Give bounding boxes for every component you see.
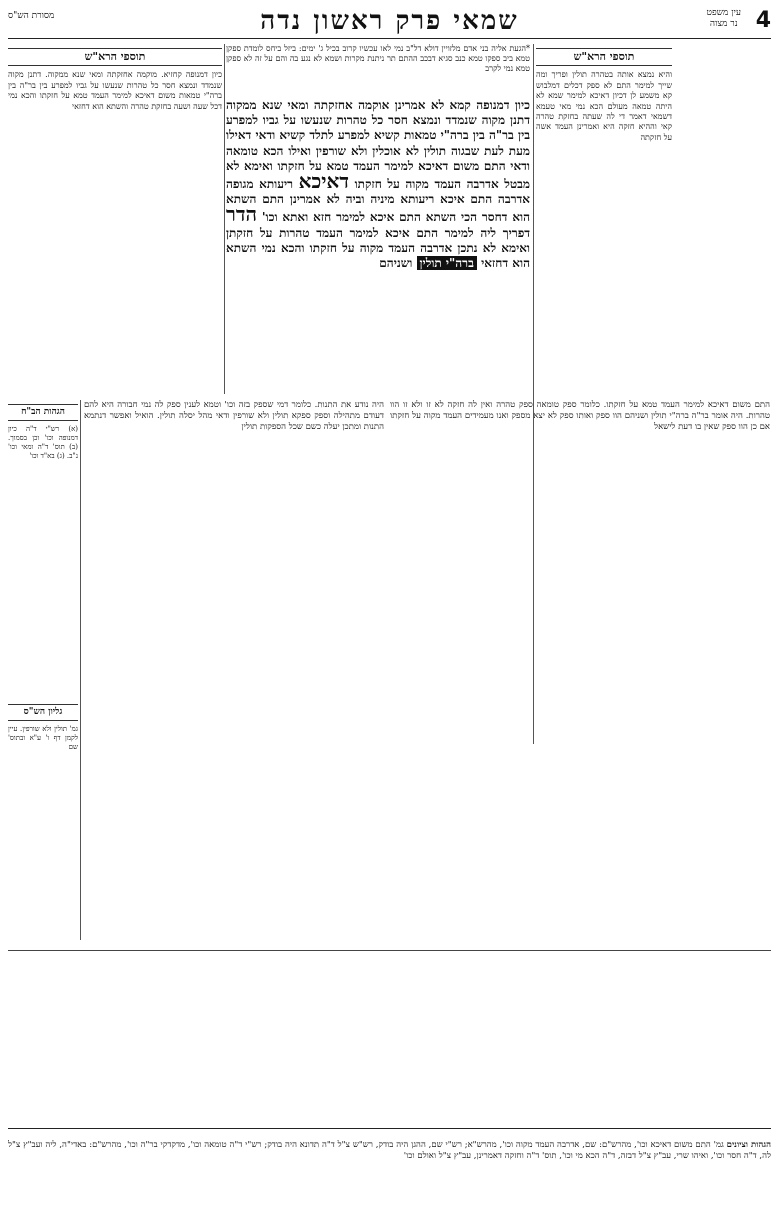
rashi-right-text: והיא נמצא אותה בטהרה תולין ופריך ומה שייך למימר התם לא ספק דכלים דמלבוש קא משמע לן דכיון דאיכא למימר שמא לא היתה טמאה מעולם הכא נמי מאי טעמא דשמאי דאמר די לה שעתה בחזקת טהרה קאי וההיא חזקה היא ואמרינן העמד אשה על חזקתה — [536, 70, 672, 142]
rashi-lower-text: היה נודע את התנות. כלומר דמי שספק בזה וכו' וטמא לענין ספק לה נמי חבורה היא להם דעודם מתהילה וספק ספקא תולין ולא שורפין ודאי מהל יסלה תולין. הואיל ואפשר דנתמא התנות ומתכן יעלה כשם שכל הספקות תולין — [84, 400, 384, 432]
gemara-line2: קשיא למפרע לתלד קשיא ודאי דאילו מעת לעת שבגוה תולין לא אוכלין ולא שורפין ואילו הכא טומאה ודאי התם משום דאיכא למימר העמד טמא על חזקתו ואימא לא מבטל אדרבה העמד מקוה על חזקתו — [226, 128, 530, 192]
ein-mishpat-line2: נר מצוה — [709, 19, 738, 29]
hagahot-heading: הגהות הב"ח — [8, 404, 78, 421]
masoret-label: מסורת הש"ס — [8, 11, 55, 21]
column-divider-1 — [224, 44, 225, 394]
gemara-opening: כיון דמנופה — [476, 98, 530, 112]
footer-text: גמ' התם משום דאיכא וכו', מהרש"ם: שם, אדרבה העמד מקוה וכו', מהרש"א; רש"י שם, ההגן היה בודק, רש"ש צ"ל ד"ה תדונא היה בודק; רש"י ד"ה טומאה וכו', מדקדקי בר"ה וכו', מהרש"ם: באדי"ה, ליה ועב"ץ צ"ל לה, ד"ה חסר וכו', ואיהו שרי, עב"ץ צ"ל דבזה, ד"ה הכא מי וכו', תוס' ד"ה וחזקה דאמרינן, עב"ץ צ"ל ואולם וכו' — [8, 1140, 771, 1161]
gilyon-heading: גליון הש"ס — [8, 704, 78, 721]
tosafot-text: כיון דמנופה קחזיא. מוקמה אחזקתה ומאי שנא ממקוה. דתנן מקוה שנמדד ונמצא חסר כל טהרות שנעשו על גביו למפרע בין בר"ה בין ברה"י טמאות משום דאיכא למימר העמד טמא על חזקתו והכא נמי דכל שעה ושעה בחזקת טהרה והשתא הוא דחזאי — [8, 70, 222, 111]
gemara-line1: קמא לא אמרינן אוקמה אחזקתה ומאי שנא ממקוה דתנן מקוה שנמדד ונמצא חסר כל טהרות שנעשו על גביו למפרע בין בר"ה בין ברה"י טמאות — [226, 98, 530, 143]
rashi-top: *הגעת אליה בני אדם מלזויין דולא דל"ב נמי לאו עכשיו קרוב בכיל ג' ימים: ביזל ביחס לומדת ספקן טמא ביב ספקו טמא כנב סגיא דבכב ההתם תר ניתנת מקרות ושמא לא נגע בה והם על זה לא ספקן טמא נמי לקרב — [226, 44, 530, 73]
gemara-line3: ריעותא מגופה אדרבה התם איכא ריעותא מיניה וביה לא אמרינן התם השתא הוא דחסר הכי השתא התם איכא למימר חזא ואתא וכו' — [226, 177, 530, 225]
gemara-boxed-phrase: ברה"י תולין — [417, 256, 477, 270]
rashi-lower-column — [84, 400, 384, 940]
tosafot-heading: תוספי הרא"ש — [8, 48, 222, 66]
hagahot-text: (א) רש"י ד"ה כיון דמנופה וכו' וכן בסמוך. (ב) תוס' ד"ה ומאי וכו' נ"ב. (ג) בא"ד וכו' — [8, 425, 78, 460]
footer-hagahot — [8, 1140, 771, 1212]
tosafot-column — [8, 44, 222, 384]
tosafot-lower-text: התם משום דאיכא למימר העמד טמא על חזקתו. כלומר ספק טומאה ספק טהרה ואין לה חזקה לא זו ולא זו הוו טהרות. היה אומר בר"ה ברה"י תולין ושניהם הוו ספק ואותו ספק לא יצא מספק ואנו מעמידים העמד מקוה על חזקתו אם כן הוו ספק שאין בו דעת לישאל — [390, 400, 770, 432]
gemara-closing: ושניהם — [379, 256, 413, 271]
gemara-keyword-hadar: הדר — [226, 202, 257, 227]
gemara-keyword-daika: דאיכא — [298, 169, 349, 194]
page-title: שמאי פרק ראשון נדה — [260, 6, 519, 36]
column-divider-2 — [533, 44, 534, 744]
gemara-text — [226, 98, 530, 394]
column-divider-3 — [80, 400, 81, 940]
gilyon-text: גמ' תולין ולא שורפין. עיין לקמן דף ו' ע"א ובתוס' שם — [8, 725, 78, 751]
ein-mishpat-line1: עין משפט — [706, 8, 741, 18]
lower-rule — [8, 950, 771, 951]
gemara-line4: דפריך ליה למימר התם איכא למימר העמד טהרות על חזקתן ואימא לא נתכן אדרבה העמד מקוה על חזקתו והכא נמי השתא הוא דחזאי — [226, 225, 530, 271]
footer-title: הגהות וציונים — [726, 1140, 771, 1150]
gilyon-hashas — [8, 700, 78, 820]
rashi-right-heading: תוספי הרא"ש — [536, 48, 672, 66]
page-number: 4 — [755, 8, 771, 33]
header-rule — [8, 38, 771, 39]
footer-rule — [8, 1128, 771, 1129]
tosafot-lower-column — [390, 400, 770, 700]
hagahot-habach — [8, 400, 78, 700]
page-header — [8, 6, 771, 38]
